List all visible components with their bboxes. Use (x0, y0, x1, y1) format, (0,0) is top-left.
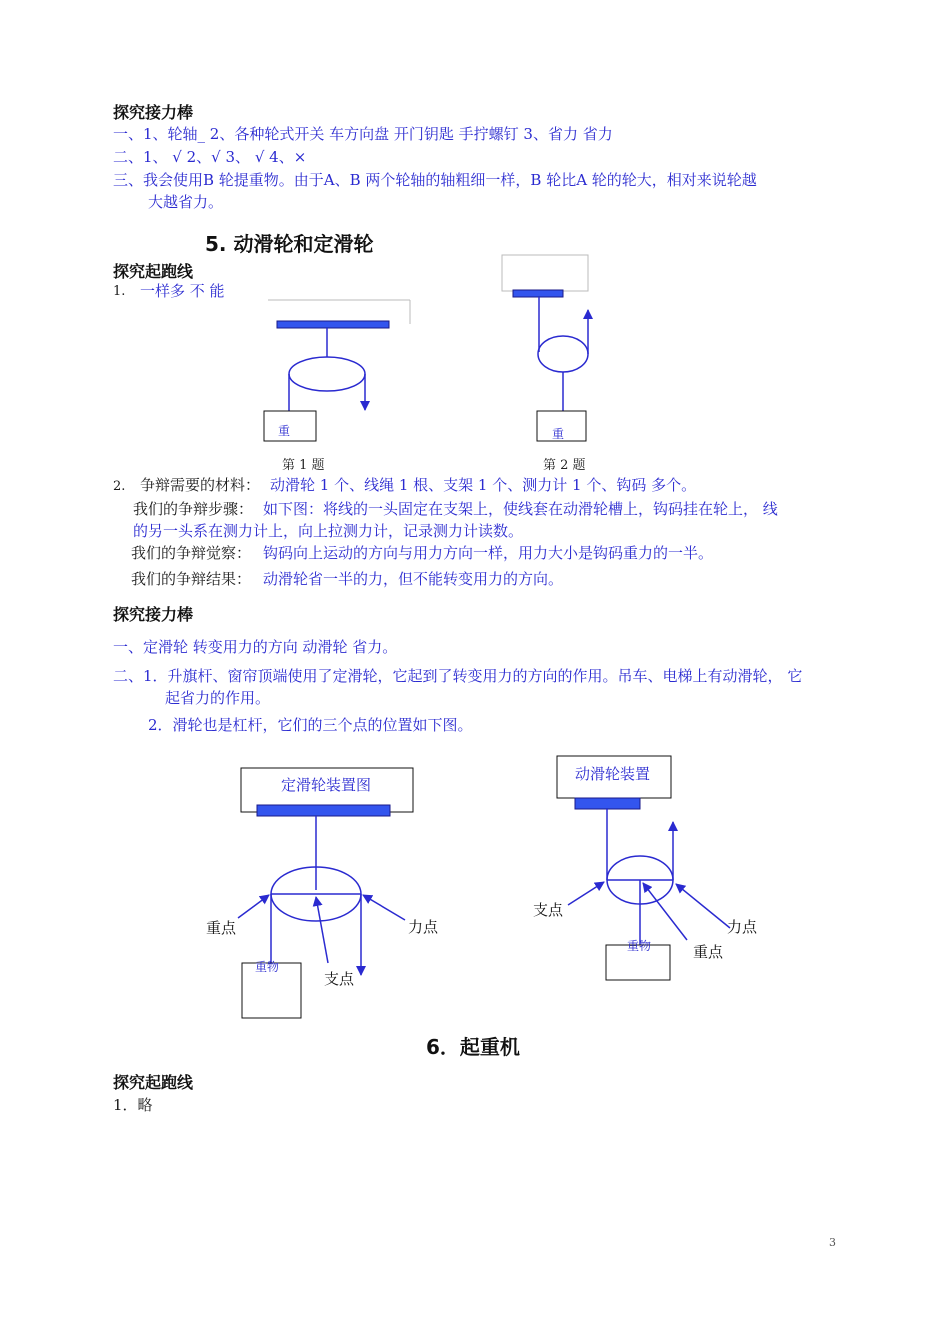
relay-line2a: 二、1．升旗杆、窗帘顶端使用了定滑轮，它起到了转变用力的方向的作用。吊车、电梯上有动滑轮， 它 (113, 667, 803, 685)
q1-answer: 一样多 不 能 (140, 282, 225, 300)
page-number: 3 (829, 1236, 836, 1249)
obs-label: 我们的争辩觉察： (131, 544, 252, 562)
fig1-weight-label: 重 (278, 424, 291, 438)
relay-line3: 2．滑轮也是杠杆，它们的三个点的位置如下图。 (148, 716, 473, 734)
q2-materials-label: 争辩需要的材料： (140, 476, 261, 494)
s6-heading: 探究起跑线 (113, 1073, 194, 1092)
fixed-fulcrum-label: 支点 (324, 970, 355, 988)
fig1-caption: 第 1 题 (282, 458, 325, 473)
q1-number: 1. (113, 284, 126, 299)
movable-weight-label: 重物 (627, 939, 652, 953)
q2-number: 2. (113, 479, 126, 494)
steps-line2: 的另一头系在测力计上，向上拉测力计，记录测力计读数。 (133, 522, 524, 540)
fig2-movable-pulley (502, 255, 588, 441)
s4-line3a: 三、我会使用B 轮提重物。由于A、B 两个轮轴的轴粗细一样，B 轮比A 轮的轮大，相对来说轮越 (113, 171, 757, 189)
steps-line1: 如下图：将线的一头固定在支架上，使线套在动滑轮槽上，钩码挂在轮上， 线 (263, 500, 778, 518)
movable-force-point-label: 力点 (727, 918, 758, 936)
result-label: 我们的争辩结果： (131, 570, 252, 588)
relay-line1: 一、定滑轮 转变用力的方向 动滑轮 省力。 (113, 638, 398, 656)
movable-diagram-title: 动滑轮装置 (575, 765, 651, 783)
s5-title: 5. 动滑轮和定滑轮 (205, 232, 374, 256)
s4-line2: 二、1、 √ 2、√ 3、 √ 4、× (113, 148, 307, 166)
s4-line1: 一、1、轮轴_ 2、各种轮式开关 车方向盘 开门钥匙 手拧螺钉 3、省力 省力 (113, 125, 613, 143)
fig2-caption: 第 2 题 (543, 458, 586, 473)
steps-label: 我们的争辩步骤： (133, 500, 254, 518)
s5-heading-relay: 探究接力棒 (113, 605, 194, 624)
relay-line2b: 起省力的作用。 (165, 689, 271, 707)
fixed-weight-label: 重物 (255, 960, 280, 974)
fig2-weight-label: 重 (552, 427, 565, 441)
s6-answer1: 1．略 (113, 1096, 153, 1114)
s4-line3b: 大越省力。 (148, 193, 224, 211)
obs-text: 钩码向上运动的方向与用力方向一样，用力大小是钩码重力的一半。 (263, 544, 714, 562)
s6-title: 6．起重机 (426, 1035, 520, 1059)
fig1-fixed-pulley (264, 300, 410, 441)
fixed-heavy-point-label: 重点 (206, 919, 237, 937)
result-text: 动滑轮省一半的力，但不能转变用力的方向。 (263, 570, 564, 588)
s5-heading-start: 探究起跑线 (113, 262, 194, 281)
fixed-force-point-label: 力点 (408, 918, 439, 936)
movable-heavy-point-label: 重点 (693, 943, 724, 961)
q2-materials: 动滑轮 1 个、线绳 1 根、支架 1 个、测力计 1 个、钩码 多个。 (270, 476, 697, 494)
movable-fulcrum-label: 支点 (533, 901, 564, 919)
fixed-diagram-title: 定滑轮装置图 (281, 776, 372, 794)
s4-heading: 探究接力棒 (113, 103, 194, 122)
